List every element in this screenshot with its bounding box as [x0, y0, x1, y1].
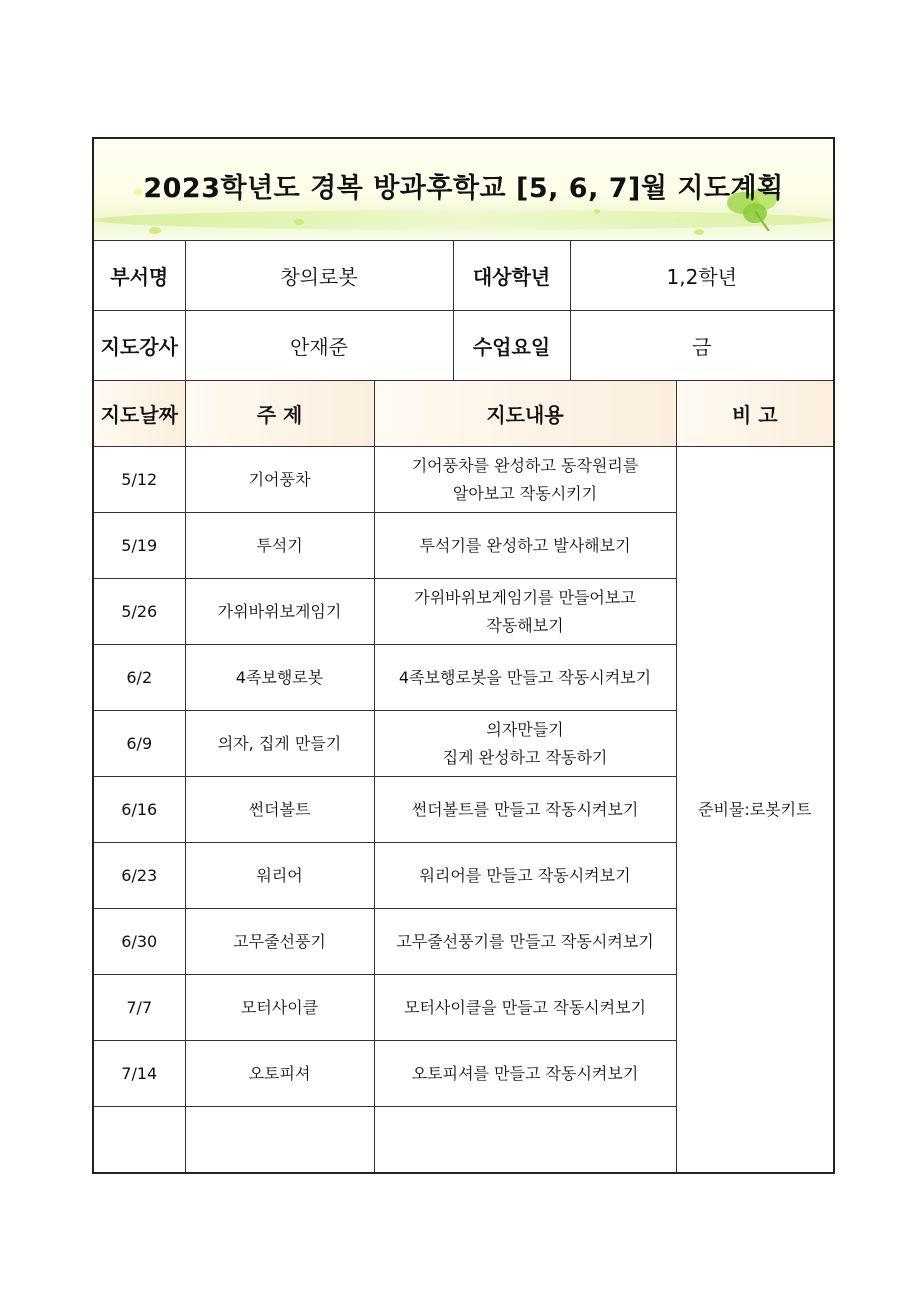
lesson-content — [374, 711, 676, 777]
lesson-content — [374, 513, 676, 579]
grade-label: 대상학년 — [453, 241, 570, 311]
lesson-topic: 썬더볼트 — [185, 777, 374, 843]
plan-table — [92, 137, 835, 1174]
lesson-topic: 고무줄선풍기 — [185, 909, 374, 975]
header-remarks: 비 고 — [676, 381, 834, 447]
lesson-content-line: 오토피셔를 만들고 작동시켜보기 — [411, 1063, 639, 1083]
lesson-topic: 의자, 집게 만들기 — [185, 711, 374, 777]
lesson-content — [374, 579, 676, 645]
teacher-label: 지도강사 — [93, 311, 185, 381]
lesson-topic: 가위바위보게임기 — [185, 579, 374, 645]
lesson-topic: 4족보행로봇 — [185, 645, 374, 711]
lesson-date: 7/14 — [93, 1041, 185, 1107]
lesson-content-line: 작동해보기 — [486, 615, 564, 635]
lesson-date: 5/26 — [93, 579, 185, 645]
dept-value: 창의로봇 — [185, 241, 453, 311]
lesson-topic — [185, 1107, 374, 1174]
lesson-topic: 워리어 — [185, 843, 374, 909]
lesson-content — [374, 1107, 676, 1174]
lesson-content-line: 집게 완성하고 작동하기 — [442, 747, 608, 767]
lesson-content-line: 가위바위보게임기를 만들어보고 — [414, 587, 636, 607]
lesson-content-line: 모터사이클을 만들고 작동시켜보기 — [403, 997, 646, 1017]
lesson-date: 6/16 — [93, 777, 185, 843]
lesson-content-line: 기어풍차를 완성하고 동작원리를 — [411, 455, 639, 475]
lesson-date: 6/2 — [93, 645, 185, 711]
day-value: 금 — [570, 311, 834, 381]
lesson-date — [93, 1107, 185, 1174]
lesson-content-line: 썬더볼트를 만들고 작동시켜보기 — [411, 799, 639, 819]
lesson-content-line: 워리어를 만들고 작동시켜보기 — [419, 865, 631, 885]
header-date: 지도날짜 — [93, 381, 185, 447]
lesson-content — [374, 447, 676, 513]
lesson-content-line: 알아보고 작동시키기 — [452, 483, 598, 503]
header-content: 지도내용 — [374, 381, 676, 447]
lesson-topic: 오토피셔 — [185, 1041, 374, 1107]
lesson-content — [374, 777, 676, 843]
lesson-date: 5/12 — [93, 447, 185, 513]
lesson-date: 6/30 — [93, 909, 185, 975]
grade-value: 1,2학년 — [570, 241, 834, 311]
lesson-topic: 모터사이클 — [185, 975, 374, 1041]
lesson-content-line: 고무줄선풍기를 만들고 작동시켜보기 — [396, 931, 654, 951]
lesson-content-line: 투석기를 완성하고 발사해보기 — [419, 535, 631, 555]
lesson-topic: 투석기 — [185, 513, 374, 579]
dept-label: 부서명 — [93, 241, 185, 311]
lesson-date: 5/19 — [93, 513, 185, 579]
lesson-date: 7/7 — [93, 975, 185, 1041]
lesson-content-line: 4족보행로봇을 만들고 작동시켜보기 — [398, 667, 652, 687]
lesson-content — [374, 645, 676, 711]
day-label: 수업요일 — [453, 311, 570, 381]
lesson-topic: 기어풍차 — [185, 447, 374, 513]
lesson-content — [374, 843, 676, 909]
lesson-content — [374, 909, 676, 975]
teacher-value: 안재준 — [185, 311, 453, 381]
remarks-cell: 준비물:로봇키트 — [676, 447, 834, 1174]
header-topic: 주 제 — [185, 381, 374, 447]
lesson-content-line: 의자만들기 — [486, 719, 564, 739]
lesson-date: 6/23 — [93, 843, 185, 909]
lesson-content — [374, 1041, 676, 1107]
lesson-date: 6/9 — [93, 711, 185, 777]
title-banner — [93, 138, 834, 241]
table-row — [93, 447, 834, 513]
lesson-content — [374, 975, 676, 1041]
page-title: 2023학년도 경복 방과후학교 [5, 6, 7]월 지도계획 — [143, 173, 784, 204]
